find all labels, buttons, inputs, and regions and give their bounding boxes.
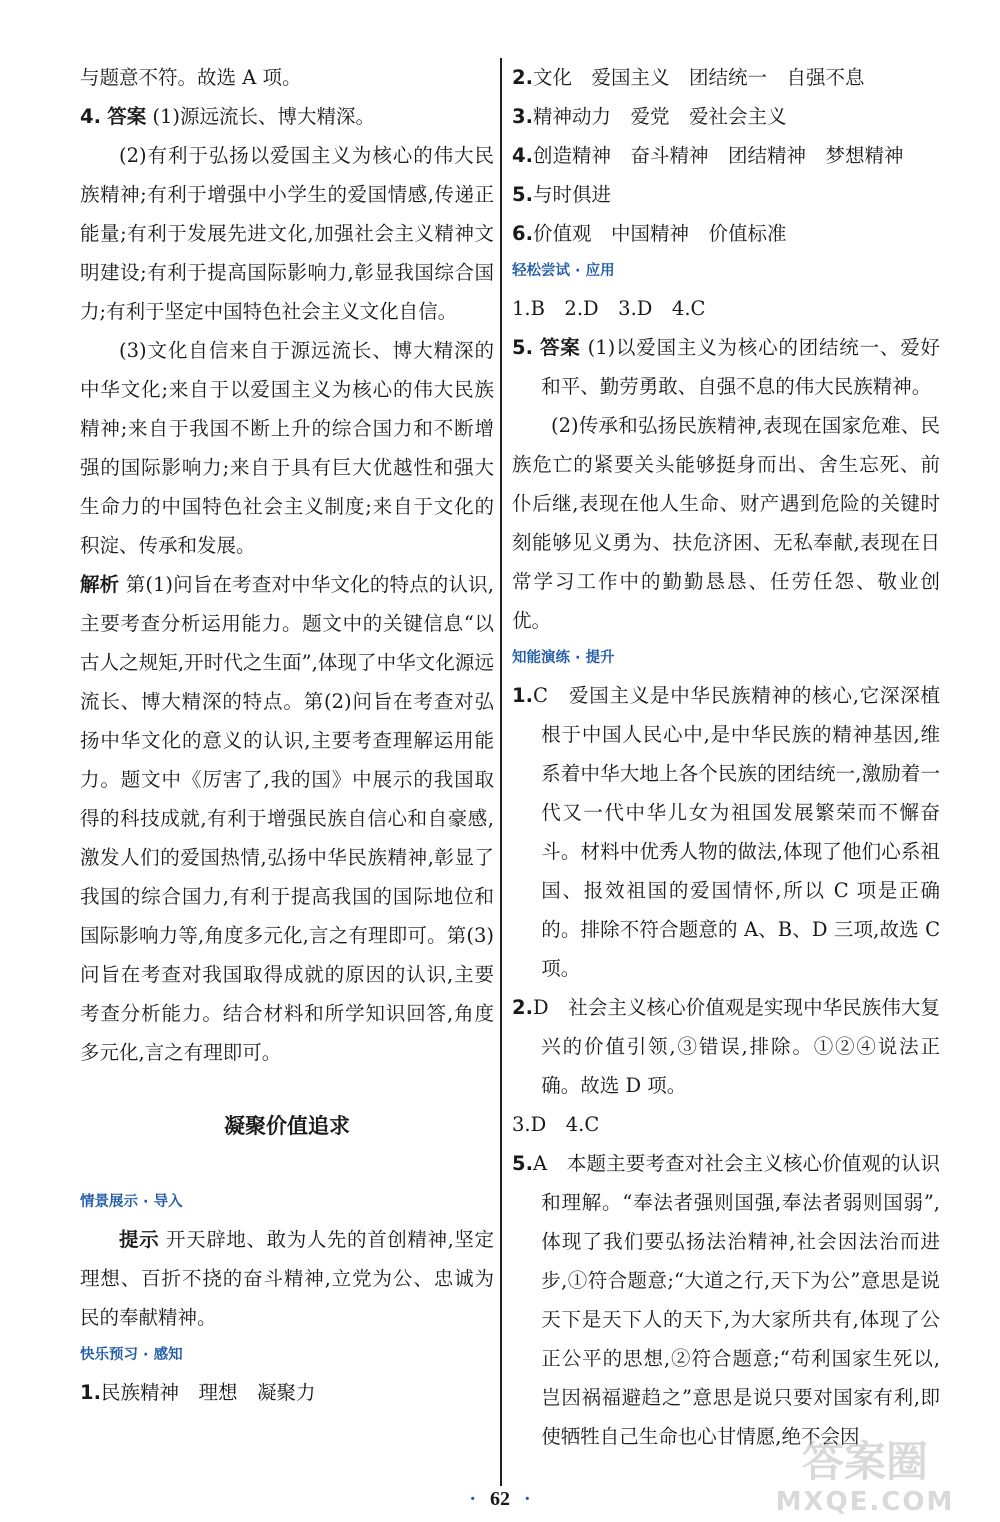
item-number: 2.: [512, 996, 533, 1019]
watermark-logo: [740, 1432, 990, 1516]
question-4: [80, 97, 494, 136]
analysis-text: 第(1)问旨在考查对中华文化的特点的认识,主要考查分析运用能力。题文中的关键信息“以古人之规矩,开时代之生面”,体现了中华文化源远流长、博大精深的特点。第(2)问旨在考查对弘扬中华文化的意义的认识,主要考查理解运用能力。题文中《厉害了,我的国》中展示的我国取得的科技成就,有利于增强民族自信心和自豪感,激发人们的爱国热情,弘扬中华民族精神,彰显了我国的综合国力,有利于提高我国的国际地位和国际影响力等,角度多元化,言之有理即可。第(3)问旨在考查对我国取得成就的原因的认识,主要考查分析能力。结合材料和所学知识回答,角度多元化,言之有理即可。: [80, 573, 494, 1064]
hint-text: 开天辟地、敢为人先的首创精神,坚定理想、百折不挠的奋斗精神,立党为公、忠诚为民的奉献精神。: [80, 1228, 494, 1329]
item-number: 5.: [512, 1152, 533, 1175]
hint-paragraph: [80, 1220, 494, 1337]
item-text: C 爱国主义是中华民族精神的核心,它深深植根于中国人民心中,是中华民族的精神基因,维系着中华大地上各个民族的团结统一,激励着一代又一代中华儿女为祖国发展繁荣而不懈奋斗。材料中优秀人物的做法,体现了他们心系祖国、报效祖国的爱国情怀,所以 C 项是正确的。排除不符合题意的 A、B、D 三项,故选 C 项。: [532, 684, 940, 980]
list-item: [512, 988, 940, 1105]
item-text: 文化 爱国主义 团结统一 自强不息: [532, 66, 865, 89]
list-item: [512, 58, 940, 97]
watermark-text-bottom: MXQE.COM: [775, 1487, 955, 1516]
analysis-paragraph: [80, 565, 494, 1072]
item-text: 与时俱进: [532, 183, 611, 206]
left-column: [80, 58, 494, 1412]
page-number: 62: [490, 1488, 510, 1510]
list-item: [512, 136, 940, 175]
item-text: A 本题主要考查对社会主义核心价值观的认识和理解。“奉法者强则国强,奉法者弱则国弱”,体现了我们要弘扬法治精神,社会因法治而进步,①符合题意;“大道之行,天下为公”意思是说天下是天下人的天下,为大家所共有,体现了公正公平的思想,②符合题意;“苟利国家生死以,岂因祸福避趋之”意思是说只要对国家有利,即使牺牲自己生命也心甘情愿,绝不会因: [532, 1152, 940, 1448]
list-item: [512, 175, 940, 214]
item-text: 精神动力 爱党 爱社会主义: [532, 105, 787, 128]
list-item: [512, 676, 940, 988]
item-number: 2.: [512, 66, 533, 89]
answer-paragraph: (3)文化自信来自于源远流长、博大精深的中华文化;来自于以爱国主义为核心的伟大民族精神;来自于我国不断上升的综合国力和不断增强的国际影响力;来自于具有巨大优越性和强大生命力的中国特色社会主义制度;来自于文化的积淀、传承和发展。: [80, 339, 494, 557]
list-item: [512, 97, 940, 136]
analysis-label: 解析: [80, 573, 120, 596]
section-title: 凝聚价值追求: [224, 1114, 350, 1138]
question-number: 5.: [512, 336, 533, 359]
item-text: D 社会主义核心价值观是实现中华民族伟大复兴的价值引领,③错误,排除。①②④说法正确。故选 D 项。: [532, 996, 940, 1097]
answer-paragraph: (2)传承和弘扬民族精神,表现在国家危难、民族危亡的紧要关头能够挺身而出、舍生忘死、前仆后继,表现在他人生命、财产遇到危险的关键时刻能够见义勇为、扶危济困、无私奉献,表现在日常学习工作中的勤勤恳恳、任劳任怨、敬业创优。: [512, 414, 940, 632]
answer-text: (1)源远流长、博大精深。: [152, 105, 376, 128]
answer-line: 3.D 4.C: [512, 1113, 600, 1136]
section-heading: 知能演练 · 提升: [512, 650, 615, 666]
item-number: 5.: [512, 183, 533, 206]
item-number: 6.: [512, 222, 533, 245]
item-text: 创造精神 奋斗精神 团结精神 梦想精神: [532, 144, 904, 167]
list-item: [512, 1144, 940, 1456]
column-divider: [500, 58, 502, 1486]
question-number: 4.: [80, 105, 101, 128]
answer-label: 答案: [107, 105, 147, 128]
list-item: [512, 214, 940, 253]
answer-paragraph: (2)有利于弘扬以爱国主义为核心的伟大民族精神;有利于增强中小学生的爱国情感,传递正能量;有利于发展先进文化,加强社会主义精神文明建设;有利于提高国际影响力,彰显我国综合国力;有利于坚定中国特色社会主义文化自信。: [80, 144, 494, 323]
item-number: 4.: [512, 144, 533, 167]
item-number: 1.: [512, 684, 533, 707]
answer-text: (1)以爱国主义为核心的团结统一、爱好和平、勤劳勇敢、自强不息的伟大民族精神。: [541, 336, 940, 398]
right-column: [512, 58, 940, 1456]
section-heading: 情景展示 · 导入: [80, 1194, 183, 1210]
answer-line: 1.B 2.D 3.D 4.C: [512, 297, 706, 320]
hint-label: 提示: [119, 1228, 160, 1251]
section-heading: 快乐预习 · 感知: [80, 1347, 183, 1363]
item-text: 民族精神 理想 凝聚力: [100, 1381, 316, 1404]
watermark-text-top: 答案圈: [801, 1437, 929, 1486]
item-text: 价值观 中国精神 价值标准: [532, 222, 787, 245]
footer-dot: ·: [469, 1488, 476, 1510]
item-number: 3.: [512, 105, 533, 128]
list-item: [80, 1373, 494, 1412]
section-heading: 轻松尝试 · 应用: [512, 263, 615, 279]
footer-dot: ·: [524, 1488, 531, 1510]
item-number: 1.: [80, 1381, 101, 1404]
answer-label: 答案: [539, 336, 581, 359]
text-line: 与题意不符。故选 A 项。: [80, 66, 302, 89]
question-5: [512, 328, 940, 406]
